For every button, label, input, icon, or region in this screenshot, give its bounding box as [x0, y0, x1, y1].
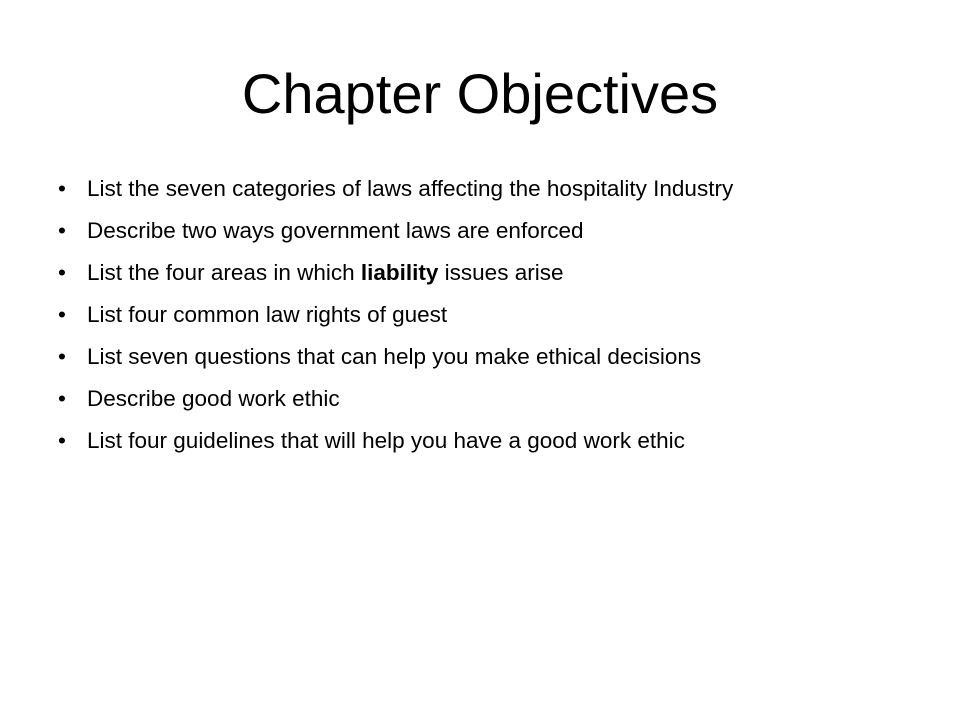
- objective-item-1: [58, 172, 918, 206]
- bullet-icon: •: [58, 344, 66, 369]
- objective-text: List the seven categories of laws affecting the hospitality Industry: [87, 176, 734, 201]
- objective-text: Describe good work ethic: [87, 386, 340, 411]
- slide-title: Chapter Objectives: [241, 62, 719, 125]
- objective-item-3: [58, 256, 918, 290]
- objective-text: Describe two ways government laws are enforced: [87, 218, 584, 243]
- objective-item-2: [58, 214, 918, 248]
- objective-item-7: [58, 424, 918, 458]
- bullet-icon: •: [58, 386, 66, 411]
- objective-item-6: [58, 382, 918, 416]
- objective-text: List seven questions that can help you make ethical decisions: [87, 344, 702, 369]
- bullet-icon: •: [58, 176, 66, 201]
- bullet-icon: •: [58, 218, 66, 243]
- objective-text: List four guidelines that will help you have a good work ethic: [87, 428, 685, 453]
- bullet-icon: •: [58, 260, 66, 285]
- bullet-icon: •: [58, 302, 66, 327]
- objective-item-5: [58, 340, 918, 374]
- objectives-list: [58, 172, 918, 466]
- objective-text-pre: List the four areas in which: [87, 260, 361, 285]
- objective-text-emphasis: liability: [360, 260, 439, 285]
- bullet-icon: •: [58, 428, 66, 453]
- objective-text: List four common law rights of guest: [87, 302, 448, 327]
- objective-item-4: [58, 298, 918, 332]
- objective-text-post: issues arise: [438, 260, 564, 285]
